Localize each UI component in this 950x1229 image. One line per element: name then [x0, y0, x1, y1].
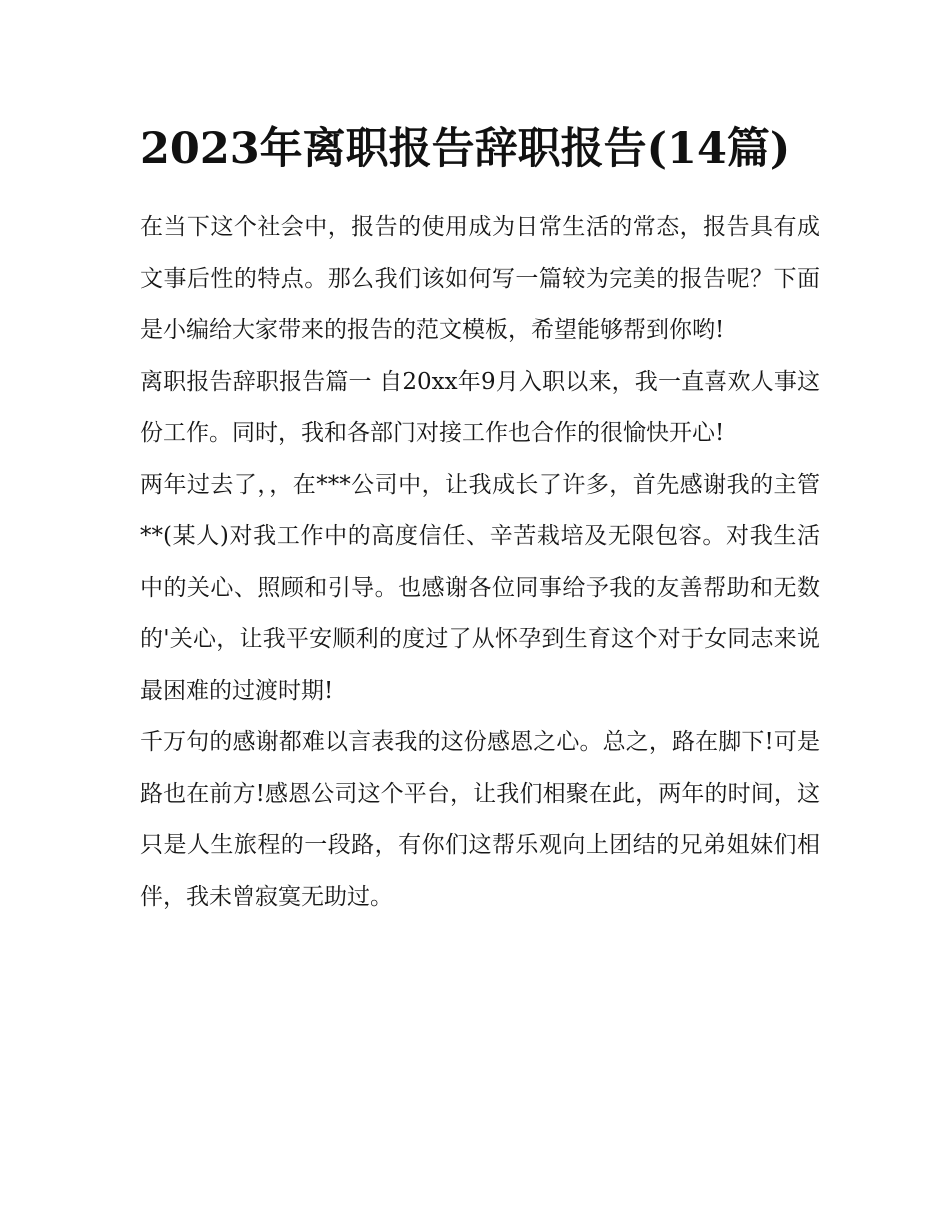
paragraph-section-one: 离职报告辞职报告篇一 自20xx年9月入职以来，我一直喜欢人事这份工作。同时，我和各部门对接工作也合作的很愉快开心!: [140, 368, 820, 446]
paragraph-intro: 在当下这个社会中，报告的使用成为日常生活的常态，报告具有成文事后性的特点。那么我们该如何写一篇较为完美的报告呢？下面是小编给大家带来的报告的范文模板，希望能够帮到你哟!: [140, 214, 820, 343]
paragraph-gratitude: 两年过去了，，在***公司中，让我成长了许多，首先感谢我的主管**(某人)对我工作中的高度信任、辛苦栽培及无限包容。对我生活中的关心、照顾和引导。也感谢各位同事给予我的友善帮助和无数的'关心，让我平安顺利的度过了从怀孕到生育这个对于女同志来说最困难的过渡时期!: [140, 471, 820, 704]
document-title: 2023年离职报告辞职报告(14篇): [140, 124, 791, 174]
paragraph-closing: 千万句的感谢都难以言表我的这份感恩之心。总之，路在脚下!可是路也在前方!感恩公司这个平台，让我们相聚在此，两年的时间，这只是人生旅程的一段路，有你们这帮乐观向上团结的兄弟姐妹们相伴，我未曾寂寞无助过。: [140, 729, 820, 910]
document-content: [140, 118, 820, 923]
document-body: [140, 202, 820, 923]
